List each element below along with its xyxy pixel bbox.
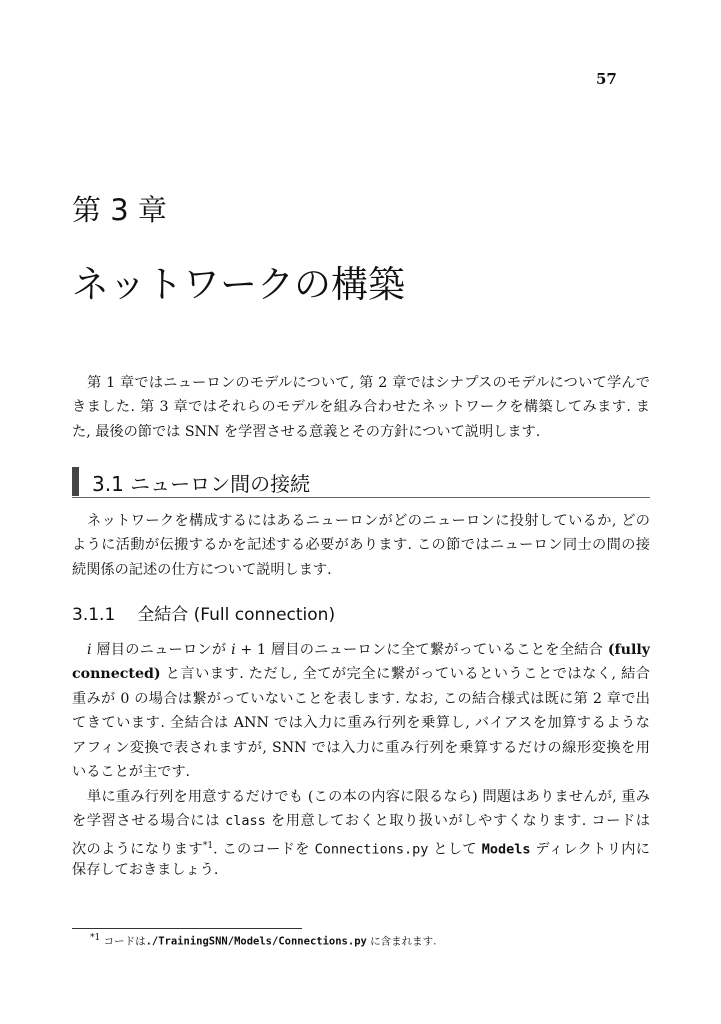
text-line: 第 1 章ではニューロンのモデルについて, 第 2 章ではシナプスのモデルについて学んで [87, 375, 650, 391]
section-number: 3.1 [92, 472, 124, 496]
text-line: 重みが 0 の場合は繋がっていないことを表します. なお, この結合様式は既に第 2 章で出 [72, 690, 650, 707]
text-line [72, 638, 650, 662]
chapter-title: ネットワークの構築 [72, 263, 405, 306]
subsection-heading [72, 600, 335, 625]
text-line [72, 834, 650, 858]
text: に含まれます. [366, 935, 437, 948]
text-line: た, 最後の節では SNN を学習させる意義とその方針について説明します. [72, 423, 541, 440]
text-line: アフィン変換で表されますが, SNN では入力に重み行列を乗算するだけの線形変換を用 [72, 739, 650, 756]
code-inline: Connections.py [314, 841, 429, 858]
section-paragraph [72, 509, 650, 582]
code-inline: Models [481, 841, 531, 858]
text: を学習させる場合には [72, 813, 226, 830]
section-heading [72, 466, 650, 498]
footnote-ref[interactable]: *1 [202, 840, 214, 851]
text-line: いることが主です. [72, 763, 191, 780]
text: 次のようになります [72, 841, 203, 858]
bold-term: connected) [72, 666, 161, 683]
text: と言います. ただし, 全てが完全に繋がっているということではなく, 結合 [160, 666, 650, 683]
text-line: 単に重み行列を用意するだけでも (この本の内容に限るなら) 問題はありませんが, 重み [87, 789, 650, 805]
bold-term: (fully [607, 642, 650, 658]
code-path: ./TrainingSNN/Models/Connections.py [145, 935, 367, 948]
text: . このコードを [213, 841, 315, 858]
math-var: i [87, 642, 92, 658]
text: + 1 層目のニューロンに全て繋がっていることを全結合 [235, 642, 608, 658]
subsection-number: 3.1.1 [72, 605, 116, 625]
chapter-label: 第 3 章 [72, 193, 167, 227]
text-line: 続関係の記述の仕方について説明します. [72, 561, 332, 578]
text: 層目のニューロンが [91, 642, 232, 658]
text-line: ネットワークを構成するにはあるニューロンがどのニューロンに投射しているか, どの [87, 513, 650, 529]
footnote-mark: *1 [90, 933, 101, 943]
text-line: きました. 第 3 章ではそれらのモデルを組み合わせたネットワークを構築してみます. ま [72, 399, 650, 416]
text-line [72, 809, 650, 833]
class-paragraph [72, 785, 650, 883]
full-connection-paragraph [72, 638, 650, 784]
page-number: 57 [596, 70, 617, 88]
subsection-title: 全結合 (Full connection) [137, 605, 336, 625]
text: を用意しておくと取り扱いがしやすくなります. コードは [265, 813, 650, 830]
section-bar [72, 467, 79, 496]
code-inline: class [225, 813, 266, 830]
text-line: 保存しておきましょう. [72, 862, 219, 879]
math-var: i [231, 642, 236, 658]
intro-paragraph [72, 371, 650, 444]
footnote [90, 933, 437, 949]
section-title: ニューロン間の接続 [130, 472, 311, 496]
text-line: ように活動が伝搬するかを記述する必要があります. この節ではニューロン同士の間の接 [72, 537, 650, 554]
footnote-divider [72, 928, 302, 929]
text-line [72, 662, 650, 686]
text: ディレクトリ内に [530, 841, 650, 858]
text-line: てきています. 全結合は ANN では入力に重み行列を乗算し, バイアスを加算するような [72, 715, 650, 732]
text: コードは [100, 935, 146, 948]
text: として [428, 841, 482, 858]
